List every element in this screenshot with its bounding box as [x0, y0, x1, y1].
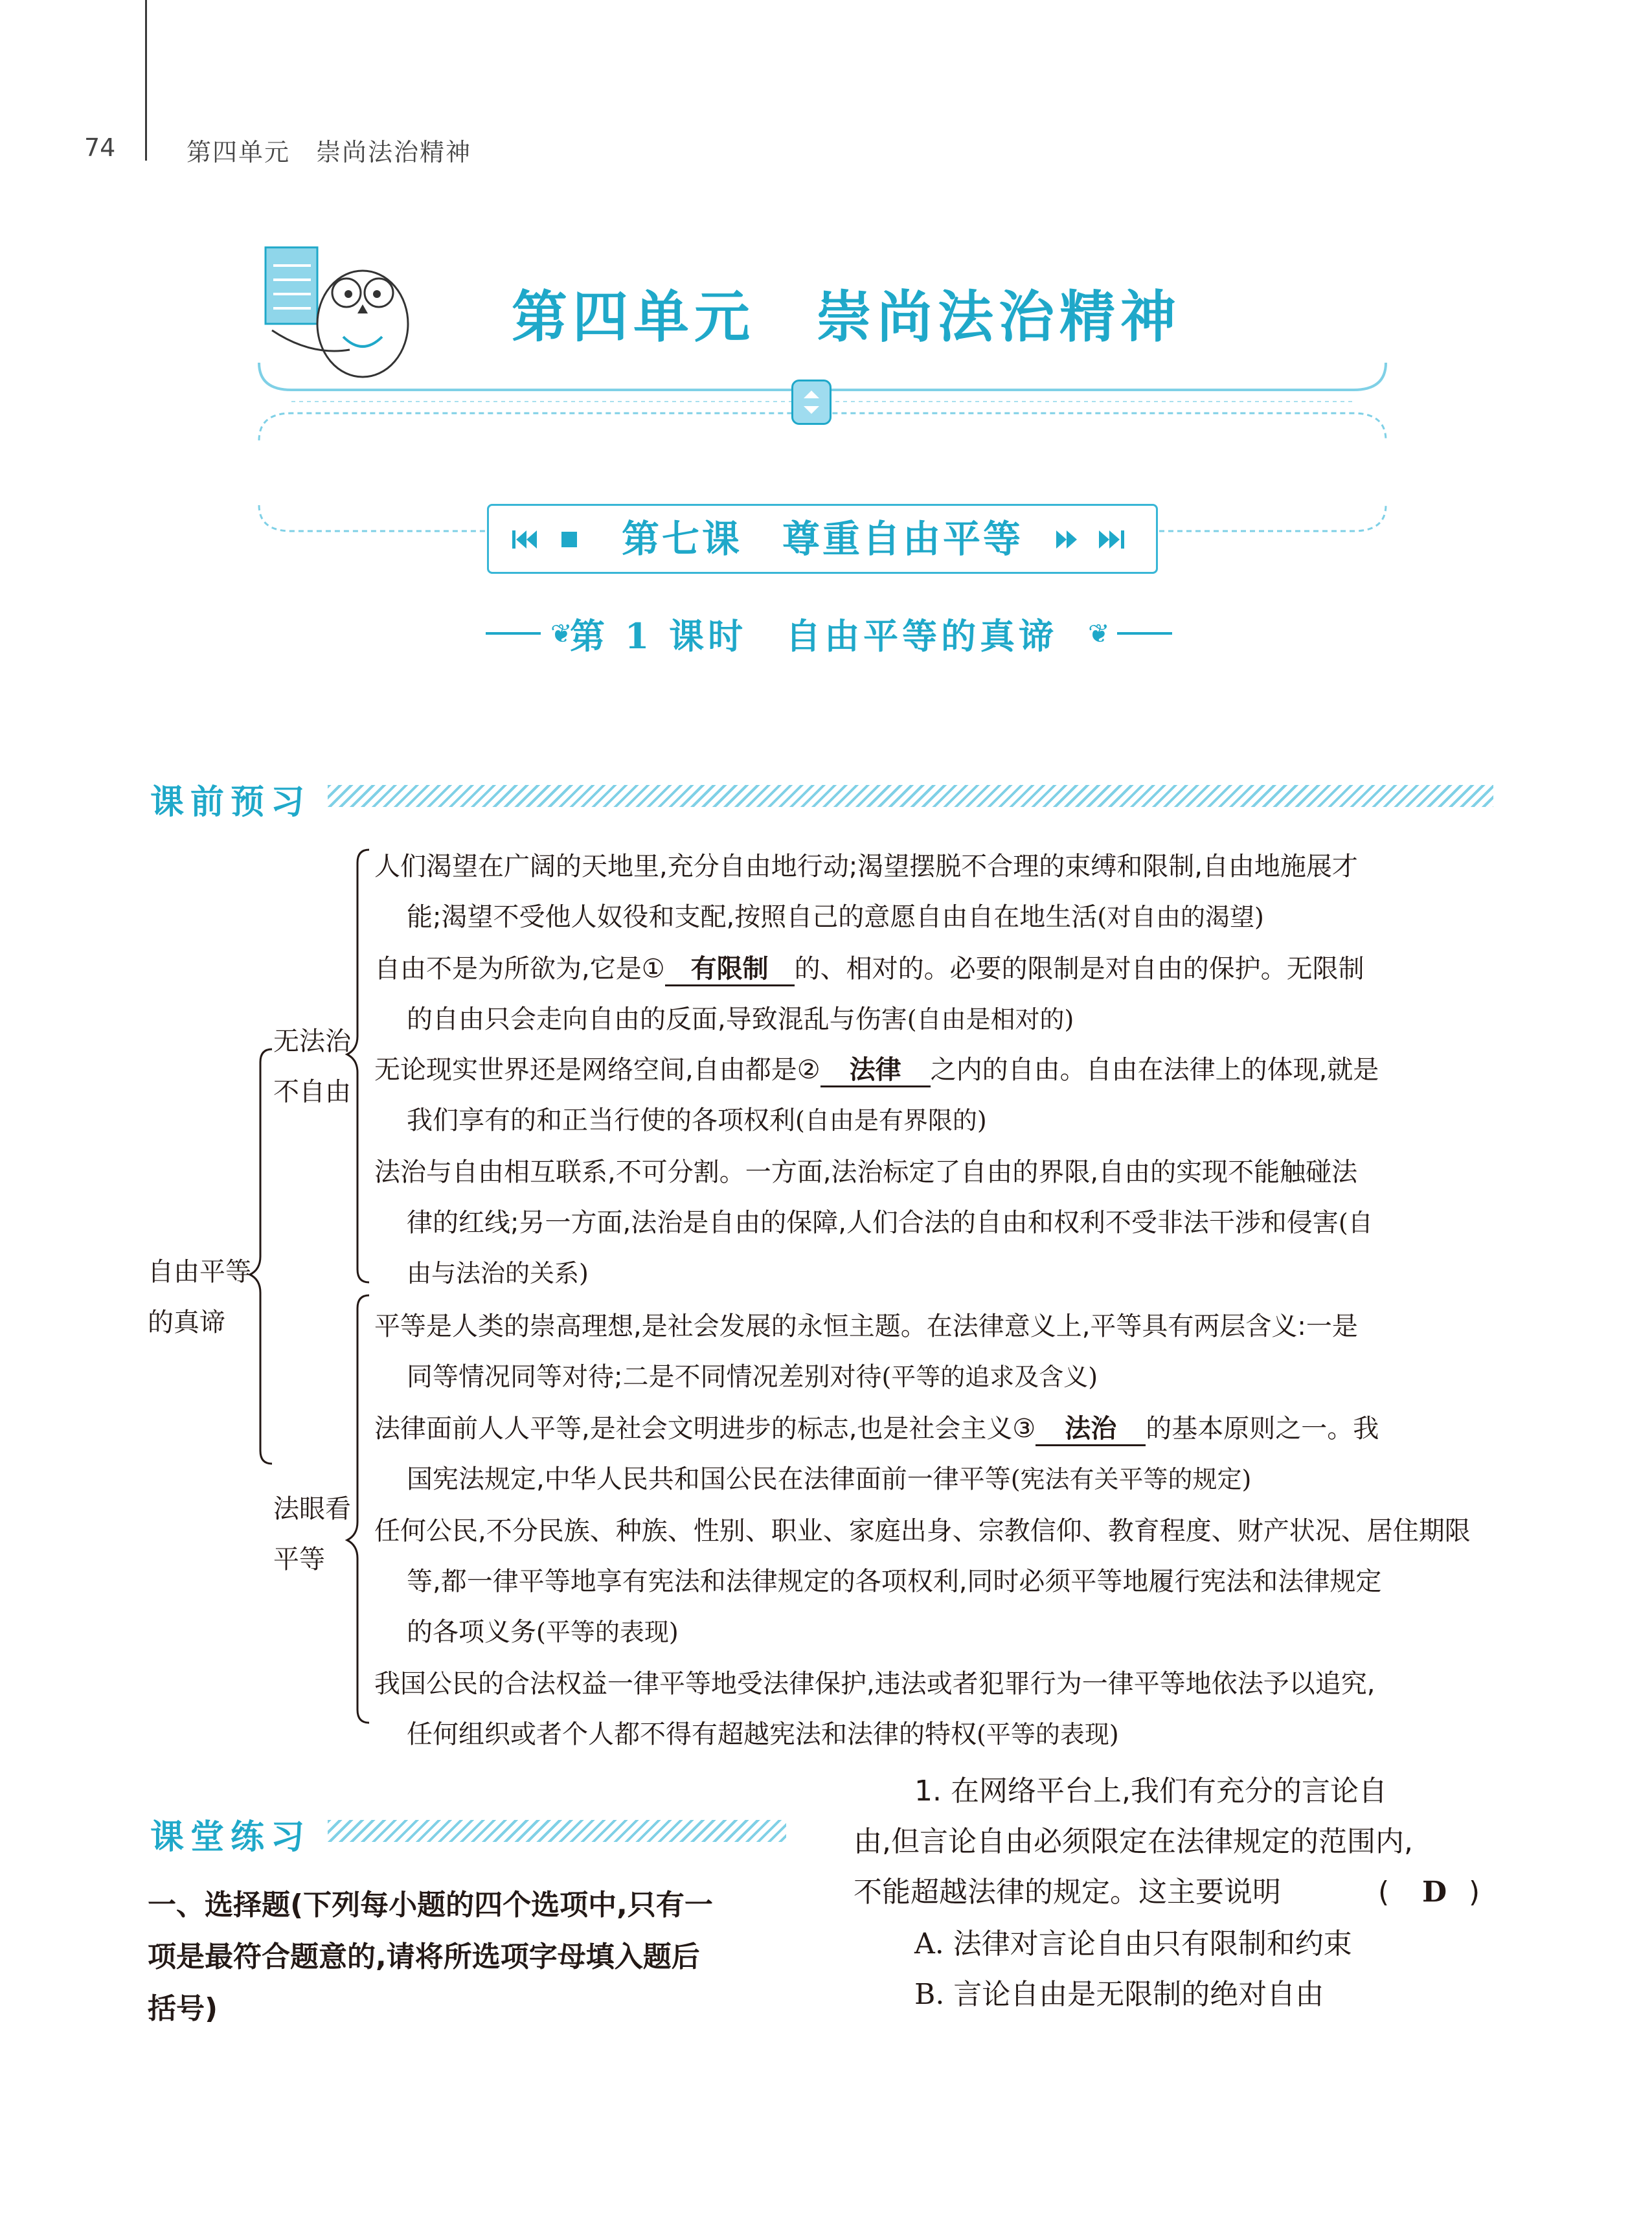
b1-line: 的自由只会走向自由的反面,导致混乱与伤害(自由是相对的): [407, 1005, 1074, 1034]
b1-line: 能;渴望不受他人奴役和支配,按照自己的意愿自由自在地生活(对自由的渴望): [407, 902, 1264, 932]
root-label-2: 的真谛: [148, 1308, 225, 1337]
b2-line: 同等情况同等对待;二是不同情况差别对待(平等的追求及含义): [407, 1362, 1098, 1392]
option-a: A. 法律对言论自由只有限制和约束: [914, 1927, 1352, 1960]
answer-blank-2: 法律: [820, 1054, 931, 1087]
answer-paren-close: ): [1469, 1876, 1480, 1909]
owl-mascot-icon: [266, 247, 408, 377]
option-b: B. 言论自由是无限制的绝对自由: [914, 1978, 1324, 2011]
b2-line: 平等是人类的崇高理想,是社会发展的永恒主题。在法律意义上,平等具有两层含义:一是: [374, 1312, 1358, 1341]
period-title: 第 1 课时 自由平等的真谛: [570, 615, 1058, 657]
b2-line: 的各项义务(平等的表现): [407, 1617, 679, 1647]
b1-line: 人们渴望在广阔的天地里,充分自由地行动;渴望摆脱不合理的束缚和限制,自由地施展才: [374, 852, 1358, 881]
instruction-line: 项是最符合题意的,请将所选项字母填入题后: [148, 1940, 700, 1973]
lesson-title: 第七课 尊重自由平等: [621, 517, 1023, 561]
svg-text:❦: ❦: [1088, 619, 1110, 649]
b1-line: 无论现实世界还是网络空间,自由都是② 法律 之内的自由。自由在法律上的体现,就是: [374, 1054, 1379, 1087]
branch2-label-2: 平等: [273, 1545, 325, 1574]
svg-text:❦: ❦: [550, 619, 572, 649]
root-label-1: 自由平等: [148, 1257, 251, 1287]
b2-line: 等,都一律平等地享有宪法和法律规定的各项权利,同时必须平等地履行宪法和法律规定: [407, 1567, 1382, 1596]
lesson-title-box: [487, 504, 1158, 574]
b2-line: 国宪法规定,中华人民共和国公民在法律面前一律平等(宪法有关平等的规定): [407, 1464, 1252, 1494]
question-1-line: 1. 在网络平台上,我们有充分的言论自: [914, 1775, 1387, 1808]
fast-forward-icon: [1054, 528, 1138, 551]
b2-line: 任何组织或者个人都不得有超越宪法和法律的特权(平等的表现): [407, 1720, 1119, 1749]
instruction-line: 括号): [148, 1992, 218, 2025]
page-number: 74: [84, 133, 116, 162]
running-title: 第四单元 崇尚法治精神: [187, 138, 472, 166]
b1-line: 我们享有的和正当行使的各项权利(自由是有界限的): [407, 1106, 987, 1135]
header-rule: [145, 0, 147, 161]
practice-heading: 课堂练习: [150, 1817, 311, 1857]
branch2-label-1: 法眼看: [273, 1494, 351, 1524]
b1-line: 自由不是为所欲为,它是① 有限制 的、相对的。必要的限制是对自由的保护。无限制: [374, 953, 1364, 986]
question-1-line: 不能超越法律的规定。这主要说明: [854, 1876, 1281, 1909]
unit-title: 第四单元 崇尚法治精神: [512, 284, 1181, 350]
answer-value: D: [1422, 1876, 1447, 1909]
preview-heading-hatch: [328, 785, 1493, 807]
practice-heading-hatch: [328, 1820, 786, 1842]
branch1-label-1: 无法治: [273, 1027, 351, 1056]
b2-line: 我国公民的合法权益一律平等地受法律保护,违法或者犯罪行为一律平等地依法予以追究,: [374, 1669, 1375, 1699]
question-1-line: 由,但言论自由必须限定在法律规定的范围内,: [854, 1825, 1413, 1858]
instruction-line: 一、选择题(下列每小题的四个选项中,只有一: [148, 1889, 713, 1922]
expand-toggle-icon: [791, 380, 832, 425]
answer-paren-open: (: [1378, 1876, 1390, 1909]
answer-blank-3: 法治: [1035, 1413, 1146, 1446]
b2-line: 法律面前人人平等,是社会文明进步的标志,也是社会主义③ 法治 的基本原则之一。我: [374, 1413, 1379, 1446]
b1-line: 律的红线;另一方面,法治是自由的保障,人们合法的自由和权利不受非法干涉和侵害(自: [407, 1208, 1373, 1238]
branch1-label-2: 不自由: [273, 1077, 351, 1107]
preview-heading: 课前预习: [150, 782, 311, 822]
b2-line: 任何公民,不分民族、种族、性别、职业、家庭出身、宗教信仰、教育程度、财产状况、居住期限: [374, 1516, 1471, 1546]
b1-line: 由与法治的关系): [407, 1259, 589, 1288]
b1-line: 法治与自由相互联系,不可分割。一方面,法治标定了自由的界限,自由的实现不能触碰法: [374, 1157, 1358, 1187]
answer-blank-1: 有限制: [665, 953, 795, 986]
